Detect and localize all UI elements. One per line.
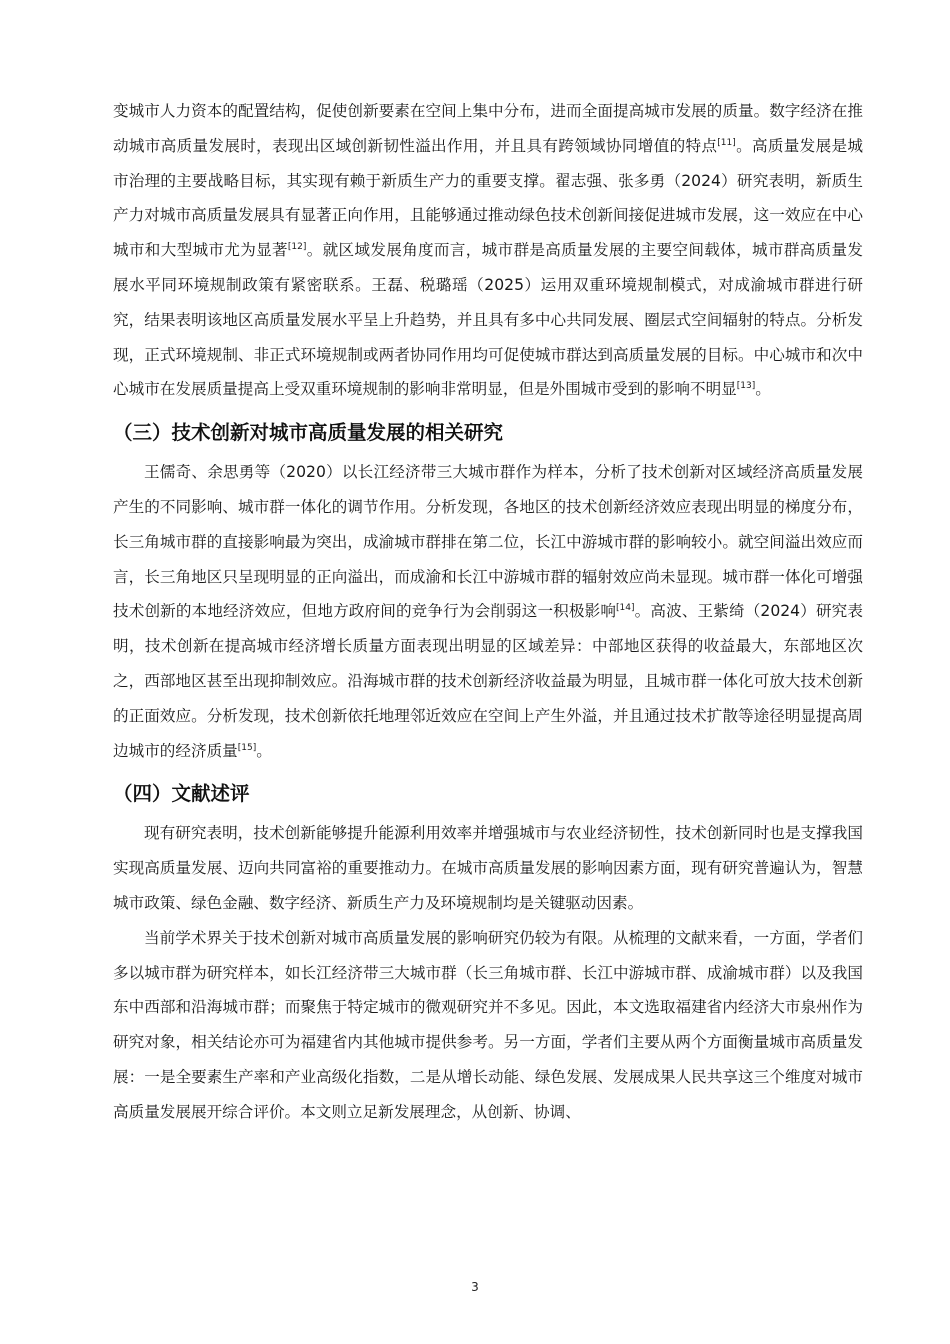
page-content [113, 94, 863, 1130]
citation-ref[interactable]: [11] [717, 137, 736, 148]
citation-ref[interactable]: [14] [616, 603, 635, 614]
section3-paragraph [113, 455, 863, 768]
text-run: 王儒奇、余思勇等（2020）以长江经济带三大城市群作为样本，分析了技术创新对区域经济高质量发展产生的不同影响、城市群一体化的调节作用。分析发现，各地区的技术创新经济效应表现出明显的梯度分布，长三角城市群的直接影响最为突出，成渝城市群排在第二位，长江中游城市群的影响较小。就空间溢出效应而言，长三角地区只呈现明显的正向溢出，而成渝和长江中游城市群的辐射效应尚未显现。城市群一体化可增强技术创新的本地经济效应，但地方政府间的竞争行为会削弱这一积极影响 [113, 463, 863, 621]
citation-ref[interactable]: [12] [287, 242, 307, 253]
section4-paragraph-1: 现有研究表明，技术创新能够提升能源利用效率并增强城市与农业经济韧性，技术创新同时也是支撑我国实现高质量发展、迈向共同富裕的重要推动力。在城市高质量发展的影响因素方面，现有研究普遍认为，智慧城市政策、绿色金融、数字经济、新质生产力及环境规制均是关键驱动因素。 [113, 824, 863, 912]
text-run: 。高质量发展是城市治理的主要战略目标，其实现有赖于新质生产力的重要支撑。翟志强、张多勇（2024）研究表明，新质生产力对城市高质量发展具有显著正向作用，且能够通过推动绿色技术创新间接促进城市发展，这一效应在中心城市和大型城市尤为显著 [113, 136, 863, 260]
section-heading-4: （四）文献述评 [113, 782, 250, 806]
section4-paragraph-2: 当前学术界关于技术创新对城市高质量发展的影响研究仍较为有限。从梳理的文献来看，一方面，学者们多以城市群为研究样本，如长江经济带三大城市群（长三角城市群、长江中游城市群、成渝城市群）以及我国东中西部和沿海城市群；而聚焦于特定城市的微观研究并不多见。因此，本文选取福建省内经济大市泉州作为研究对象，相关结论亦可为福建省内其他城市提供参考。另一方面，学者们主要从两个方面衡量城市高质量发展：一是全要素生产率和产业高级化指数，二是从增长动能、绿色发展、发展成果人民共享这三个维度对城市高质量发展展开综合评价。本文则立足新发展理念，从创新、协调、 [113, 928, 863, 1121]
intro-paragraph [113, 94, 863, 407]
citation-ref[interactable]: [15] [237, 742, 257, 753]
citation-ref[interactable]: [13] [736, 381, 756, 392]
section-heading-3: （三）技术创新对城市高质量发展的相关研究 [113, 421, 504, 445]
page-number: 3 [471, 1280, 479, 1294]
text-run: 。高波、王紫绮（2024）研究表明，技术创新在提高城市经济增长质量方面表现出明显的区域差异：中部地区获得的收益最大，东部地区次之，西部地区甚至出现抑制效应。沿海城市群的技术创新经济收益最为明显，且城市群一体化可放大技术创新的正面效应。分析发现，技术创新依托地理邻近效应在空间上产生外溢，并且通过技术扩散等途径明显提高周边城市的经济质量 [113, 602, 863, 760]
text-run: 。就区域发展角度而言，城市群是高质量发展的主要空间载体，城市群高质量发展水平同环境规制政策有紧密联系。王磊、税璐瑶（2025）运用双重环境规制模式，对成渝城市群进行研究，结果表明该地区高质量发展水平呈上升趋势，并且具有多中心共同发展、圈层式空间辐射的特点。分析发现，正式环境规制、非正式环境规制或两者协同作用均可促使城市群达到高质量发展的目标。中心城市和次中心城市在发展质量提高上受双重环境规制的影响非常明显，但是外围城市受到的影响不明显 [113, 241, 863, 399]
text-run: 变城市人力资本的配置结构，促使创新要素在空间上集中分布，进而全面提高城市发展的质量。数字经济在推动城市高质量发展时，表现出区域创新韧性溢出作用，并且具有跨领域协同增值的特点 [113, 102, 863, 155]
text-run: 。 [256, 741, 272, 760]
text-run: 。 [755, 380, 771, 399]
